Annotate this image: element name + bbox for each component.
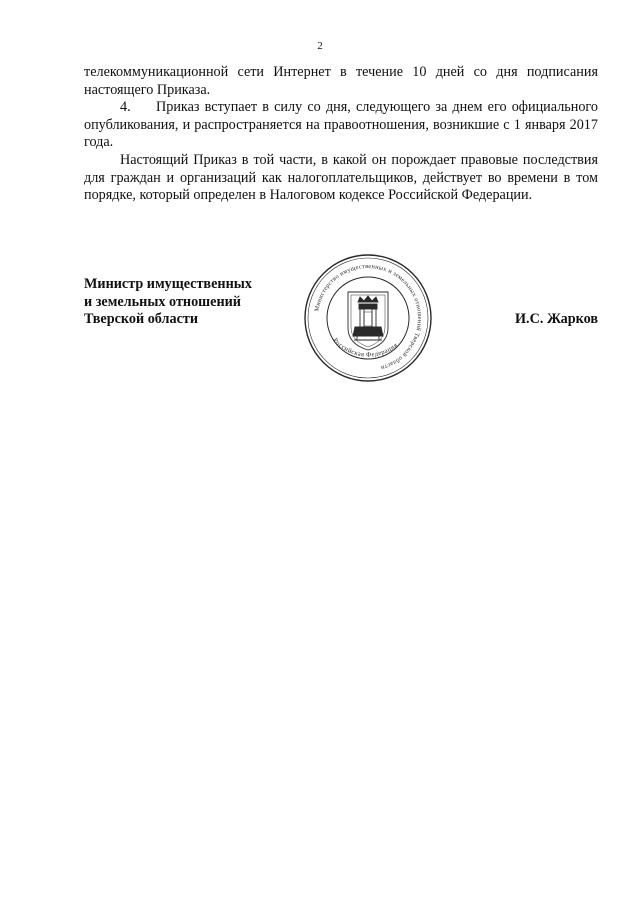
seal-graphic [302,252,434,384]
seal-outer-ring [305,255,431,381]
coat-of-arms-icon [348,292,388,350]
paragraph-continuation: телекоммуникационной сети Интернет в течение 10 дней со дня подписания настоящего Приказа. [84,64,598,98]
position-line-1: Министр имущественных [84,276,252,292]
seal-outer-ring-inner [308,258,428,378]
position-line-3: Тверской области [84,311,199,327]
item-number: 4. [120,99,131,116]
paragraph-final: Настоящий Приказ в той части, в какой он порождает правовые последствия для граждан и организаций как налогоплательщиков, действует во времени в том порядке, который определен в Налоговом кодексе Российской Федерации. [84,151,598,204]
signer-name: И.С. Жарков [515,311,598,327]
position-line-2: и земельных отношений [84,293,241,310]
document-body [84,64,598,205]
signatory-position [84,276,252,329]
item-text: Приказ вступает в силу со дня, следующего за днем его официального опубликования, и распространяется на правоотношения, возникшие с 1 января 2017 года. [84,99,598,151]
official-seal-stamp [302,252,434,384]
page-number: 2 [317,40,323,52]
paragraph-item-4 [84,99,598,152]
seal-outer-text: Министерство имущественных и земельных отношений Тверской области [313,262,424,372]
seal-bottom-text: Российская Федерация [331,336,400,359]
